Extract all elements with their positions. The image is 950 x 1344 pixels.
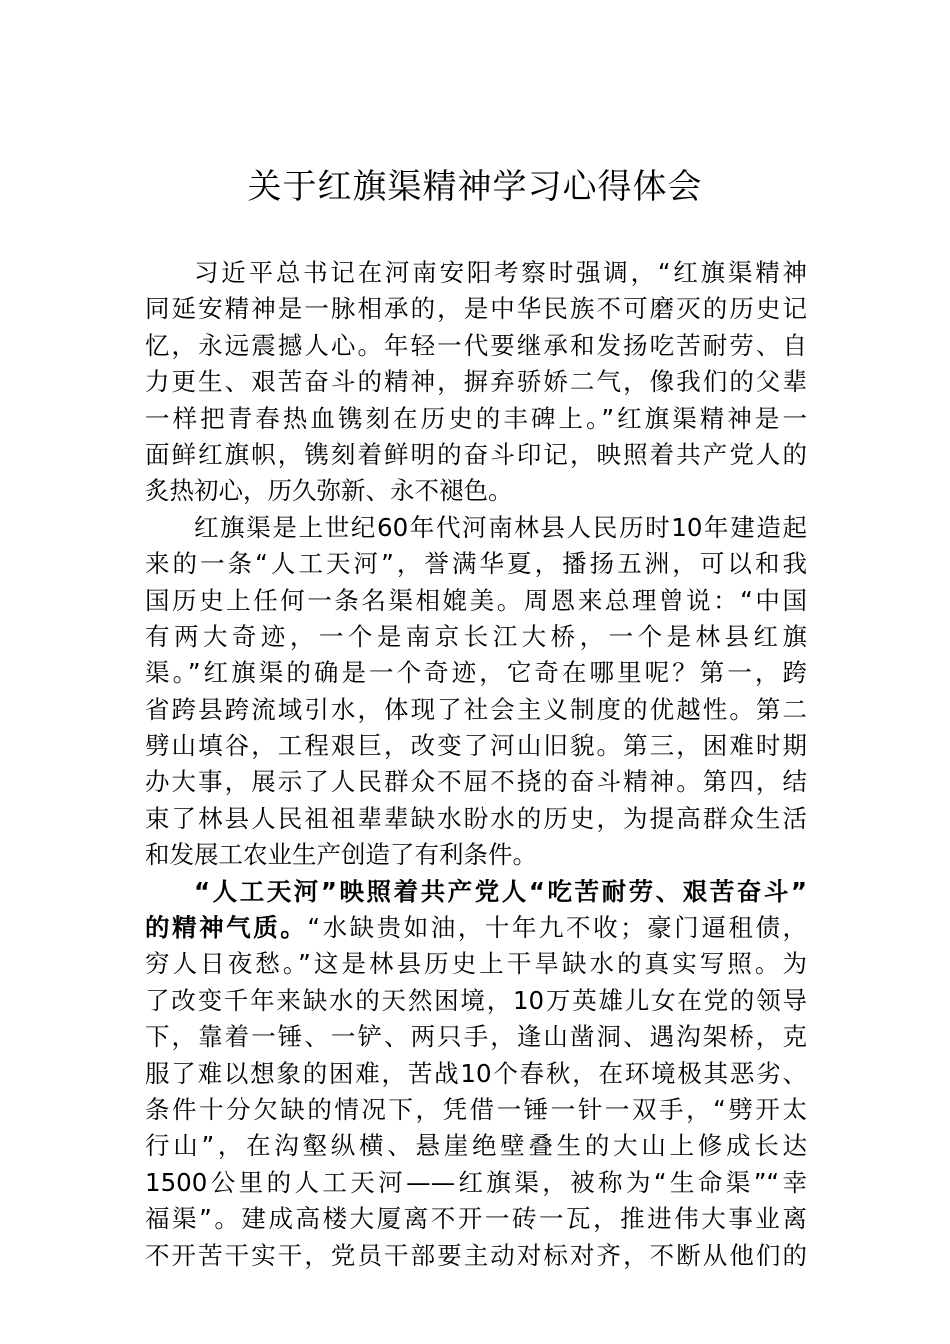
paragraph-1-line-5: 一样把青春热血镌刻在历史的丰碑上。”红旗渠精神是一 [145, 403, 807, 433]
paragraph-3-heading-end: 的精神气质。 [145, 913, 308, 943]
paragraph-2-line-9: 束了林县人民祖祖辈辈缺水盼水的历史，为提高群众生活 [145, 803, 807, 833]
paragraph-3-line-11: 不开苦干实干，党员干部要主动对标对齐，不断从他们的 [145, 1240, 807, 1270]
paragraph-2-line-6: 省跨县跨流域引水，体现了社会主义制度的优越性。第二 [145, 694, 807, 724]
paragraph-2-line-3: 国历史上任何一条名渠相媲美。周恩来总理曾说：“中国 [145, 585, 807, 615]
paragraph-1-line-1: 习近平总书记在河南安阳考察时强调，“红旗渠精神 [194, 258, 807, 287]
paragraph-3-line-3: 穷人日夜愁。”这是林县历史上干旱缺水的真实写照。为 [145, 949, 807, 979]
paragraph-3-line-8: 行山”，在沟壑纵横、悬崖绝壁叠生的大山上修成长达 [145, 1131, 807, 1161]
paragraph-3-line-7: 条件十分欠缺的情况下，凭借一锤一针一双手，“劈开太 [145, 1094, 807, 1124]
paragraph-3-line-5: 下，靠着一锤、一铲、两只手，逢山凿洞、遇沟架桥，克 [145, 1022, 807, 1052]
paragraph-3-line-6: 服了难以想象的困难，苦战10个春秋，在环境极其恶劣、 [145, 1058, 807, 1088]
paragraph-3-line-9: 1500公里的人工天河——红旗渠，被称为“生命渠”“幸 [145, 1167, 807, 1197]
paragraph-2-line-2: 来的一条“人工天河”，誉满华夏，播扬五洲，可以和我 [145, 549, 807, 579]
document-title: 关于红旗渠精神学习心得体会 [247, 167, 703, 207]
paragraph-1-line-3: 忆，永远震撼人心。年轻一代要继承和发扬吃苦耐劳、自 [145, 330, 807, 360]
paragraph-2-line-7: 劈山填谷，工程艰巨，改变了河山旧貌。第三，困难时期 [145, 731, 807, 761]
paragraph-1-line-6: 面鲜红旗帜，镌刻着鲜明的奋斗印记，映照着共产党人的 [145, 439, 807, 469]
paragraph-3-line-2 [145, 910, 807, 946]
paragraph-3-line-4: 了改变千年来缺水的天然困境，10万英雄儿女在党的领导 [145, 985, 807, 1015]
paragraph-3-line-10: 福渠”。建成高楼大厦离不开一砖一瓦，推进伟大事业离 [145, 1204, 807, 1234]
paragraph-1-line-7: 炙热初心，历久弥新、永不褪色。 [145, 476, 513, 506]
paragraph-1-line-4: 力更生、艰苦奋斗的精神，摒弃骄娇二气，像我们的父辈 [145, 367, 807, 397]
paragraph-3-heading-line-1: “人工天河”映照着共产党人“吃苦耐劳、艰苦奋斗” [194, 876, 807, 906]
paragraph-2-line-8: 办大事，展示了人民群众不屈不挠的奋斗精神。第四，结 [145, 767, 807, 797]
paragraph-2-line-5: 渠。”红旗渠的确是一个奇迹，它奇在哪里呢？第一，跨 [145, 658, 807, 688]
paragraph-2-line-4: 有两大奇迹，一个是南京长江大桥，一个是林县红旗 [145, 621, 807, 651]
paragraph-2-line-10: 和发展工农业生产创造了有利条件。 [145, 840, 537, 870]
paragraph-2-line-1: 红旗渠是上世纪60年代河南林县人民历时10年建造起 [194, 512, 807, 542]
document-body [145, 255, 807, 1274]
paragraph-3-line-2-text: “水缺贵如油，十年九不收；豪门逼租债， [307, 913, 807, 943]
paragraph-1-line-2: 同延安精神是一脉相承的，是中华民族不可磨灭的历史记 [145, 294, 807, 324]
